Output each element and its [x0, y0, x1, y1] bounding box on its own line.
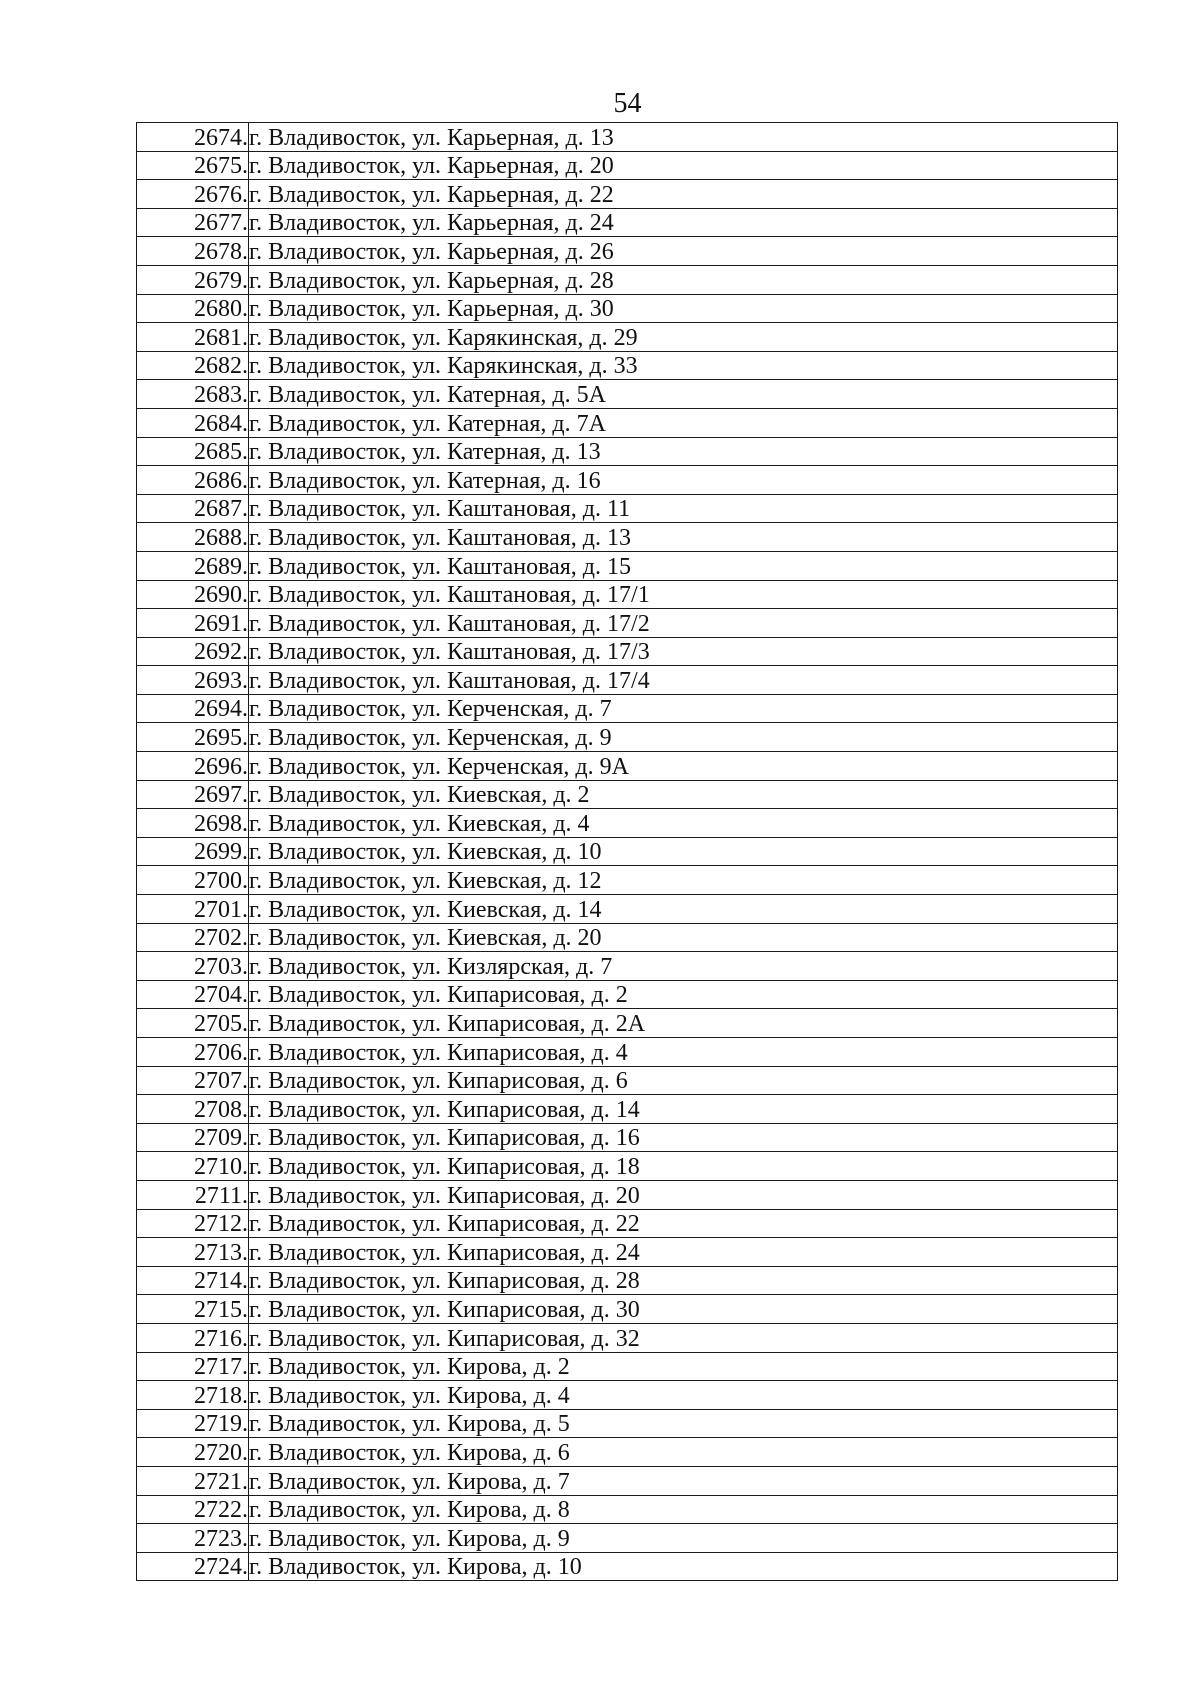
address-table	[136, 122, 1118, 1581]
row-number: 2679.	[137, 265, 249, 294]
row-address: г. Владивосток, ул. Кирова, д. 5	[249, 1409, 1118, 1438]
row-address: г. Владивосток, ул. Кипарисовая, д. 30	[249, 1295, 1118, 1324]
row-address: г. Владивосток, ул. Каштановая, д. 17/3	[249, 637, 1118, 666]
row-number: 2702.	[137, 923, 249, 952]
row-number: 2693.	[137, 666, 249, 695]
row-number: 2681.	[137, 323, 249, 352]
row-address: г. Владивосток, ул. Карьерная, д. 13	[249, 123, 1118, 152]
table-row	[137, 1409, 1118, 1438]
table-row	[137, 837, 1118, 866]
row-number: 2682.	[137, 351, 249, 380]
row-address: г. Владивосток, ул. Каштановая, д. 17/4	[249, 666, 1118, 695]
table-row	[137, 895, 1118, 924]
row-number: 2710.	[137, 1152, 249, 1181]
table-row	[137, 323, 1118, 352]
row-address: г. Владивосток, ул. Керченская, д. 9	[249, 723, 1118, 752]
row-number: 2694.	[137, 694, 249, 723]
row-address: г. Владивосток, ул. Кипарисовая, д. 6	[249, 1066, 1118, 1095]
row-number: 2685.	[137, 437, 249, 466]
row-number: 2719.	[137, 1409, 249, 1438]
row-number: 2701.	[137, 895, 249, 924]
row-address: г. Владивосток, ул. Кирова, д. 2	[249, 1352, 1118, 1381]
table-row	[137, 923, 1118, 952]
table-row	[137, 437, 1118, 466]
table-row	[137, 1352, 1118, 1381]
row-address: г. Владивосток, ул. Киевская, д. 2	[249, 780, 1118, 809]
row-address: г. Владивосток, ул. Катерная, д. 7А	[249, 408, 1118, 437]
row-address: г. Владивосток, ул. Каштановая, д. 11	[249, 494, 1118, 523]
row-number: 2688.	[137, 523, 249, 552]
row-address: г. Владивосток, ул. Киевская, д. 12	[249, 866, 1118, 895]
row-number: 2676.	[137, 180, 249, 209]
row-address: г. Владивосток, ул. Карьерная, д. 22	[249, 180, 1118, 209]
row-address: г. Владивосток, ул. Катерная, д. 13	[249, 437, 1118, 466]
row-number: 2712.	[137, 1209, 249, 1238]
row-address: г. Владивосток, ул. Киевская, д. 10	[249, 837, 1118, 866]
row-number: 2698.	[137, 809, 249, 838]
table-row	[137, 208, 1118, 237]
row-address: г. Владивосток, ул. Кирова, д. 8	[249, 1495, 1118, 1524]
row-address: г. Владивосток, ул. Каштановая, д. 15	[249, 551, 1118, 580]
table-row	[137, 1552, 1118, 1581]
table-row	[137, 866, 1118, 895]
table-row	[137, 1466, 1118, 1495]
table-row	[137, 694, 1118, 723]
row-number: 2720.	[137, 1438, 249, 1467]
row-number: 2678.	[137, 237, 249, 266]
table-row	[137, 151, 1118, 180]
table-row	[137, 294, 1118, 323]
row-address: г. Владивосток, ул. Карьерная, д. 26	[249, 237, 1118, 266]
row-number: 2703.	[137, 952, 249, 981]
row-address: г. Владивосток, ул. Кирова, д. 7	[249, 1466, 1118, 1495]
row-address: г. Владивосток, ул. Карьерная, д. 24	[249, 208, 1118, 237]
row-number: 2721.	[137, 1466, 249, 1495]
table-row	[137, 952, 1118, 981]
table-row	[137, 980, 1118, 1009]
row-address: г. Владивосток, ул. Каштановая, д. 17/1	[249, 580, 1118, 609]
row-address: г. Владивосток, ул. Киевская, д. 4	[249, 809, 1118, 838]
row-address: г. Владивосток, ул. Кирова, д. 4	[249, 1381, 1118, 1410]
row-number: 2724.	[137, 1552, 249, 1581]
row-number: 2692.	[137, 637, 249, 666]
table-row	[137, 523, 1118, 552]
row-number: 2715.	[137, 1295, 249, 1324]
row-number: 2704.	[137, 980, 249, 1009]
row-address: г. Владивосток, ул. Кипарисовая, д. 22	[249, 1209, 1118, 1238]
table-row	[137, 466, 1118, 495]
row-number: 2706.	[137, 1038, 249, 1067]
row-number: 2711.	[137, 1180, 249, 1209]
table-row	[137, 123, 1118, 152]
table-row	[137, 1495, 1118, 1524]
row-number: 2699.	[137, 837, 249, 866]
row-number: 2696.	[137, 752, 249, 781]
row-number: 2690.	[137, 580, 249, 609]
row-number: 2687.	[137, 494, 249, 523]
row-number: 2705.	[137, 1009, 249, 1038]
row-number: 2686.	[137, 466, 249, 495]
row-number: 2714.	[137, 1266, 249, 1295]
row-address: г. Владивосток, ул. Карьерная, д. 20	[249, 151, 1118, 180]
row-number: 2691.	[137, 609, 249, 638]
table-row	[137, 1038, 1118, 1067]
row-number: 2722.	[137, 1495, 249, 1524]
table-row	[137, 1524, 1118, 1553]
table-row	[137, 1209, 1118, 1238]
table-row	[137, 1009, 1118, 1038]
table-row	[137, 1180, 1118, 1209]
row-address: г. Владивосток, ул. Катерная, д. 5А	[249, 380, 1118, 409]
row-address: г. Владивосток, ул. Керченская, д. 9А	[249, 752, 1118, 781]
row-number: 2695.	[137, 723, 249, 752]
row-address: г. Владивосток, ул. Кипарисовая, д. 24	[249, 1238, 1118, 1267]
row-address: г. Владивосток, ул. Каштановая, д. 17/2	[249, 609, 1118, 638]
row-address: г. Владивосток, ул. Кипарисовая, д. 16	[249, 1123, 1118, 1152]
table-row	[137, 494, 1118, 523]
row-number: 2707.	[137, 1066, 249, 1095]
row-address: г. Владивосток, ул. Керченская, д. 7	[249, 694, 1118, 723]
row-address: г. Владивосток, ул. Каштановая, д. 13	[249, 523, 1118, 552]
table-row	[137, 1295, 1118, 1324]
row-address: г. Владивосток, ул. Кирова, д. 10	[249, 1552, 1118, 1581]
row-number: 2716.	[137, 1323, 249, 1352]
table-row	[137, 1095, 1118, 1124]
row-number: 2675.	[137, 151, 249, 180]
table-row	[137, 752, 1118, 781]
row-address: г. Владивосток, ул. Карякинская, д. 29	[249, 323, 1118, 352]
table-row	[137, 1238, 1118, 1267]
row-address: г. Владивосток, ул. Кипарисовая, д. 2А	[249, 1009, 1118, 1038]
table-row	[137, 551, 1118, 580]
table-row	[137, 265, 1118, 294]
row-address: г. Владивосток, ул. Кирова, д. 9	[249, 1524, 1118, 1553]
row-address: г. Владивосток, ул. Кипарисовая, д. 14	[249, 1095, 1118, 1124]
row-number: 2709.	[137, 1123, 249, 1152]
row-address: г. Владивосток, ул. Кипарисовая, д. 18	[249, 1152, 1118, 1181]
row-number: 2680.	[137, 294, 249, 323]
row-number: 2677.	[137, 208, 249, 237]
table-row	[137, 1266, 1118, 1295]
row-number: 2717.	[137, 1352, 249, 1381]
row-address: г. Владивосток, ул. Киевская, д. 14	[249, 895, 1118, 924]
row-number: 2723.	[137, 1524, 249, 1553]
table-row	[137, 809, 1118, 838]
table-row	[137, 1438, 1118, 1467]
page-number: 54	[613, 88, 642, 119]
table-row	[137, 408, 1118, 437]
row-number: 2689.	[137, 551, 249, 580]
row-address: г. Владивосток, ул. Кирова, д. 6	[249, 1438, 1118, 1467]
row-number: 2674.	[137, 123, 249, 152]
row-address: г. Владивосток, ул. Карьерная, д. 30	[249, 294, 1118, 323]
row-address: г. Владивосток, ул. Кизлярская, д. 7	[249, 952, 1118, 981]
row-address: г. Владивосток, ул. Кипарисовая, д. 28	[249, 1266, 1118, 1295]
row-number: 2718.	[137, 1381, 249, 1410]
row-number: 2683.	[137, 380, 249, 409]
row-number: 2684.	[137, 408, 249, 437]
row-address: г. Владивосток, ул. Киевская, д. 20	[249, 923, 1118, 952]
table-row	[137, 637, 1118, 666]
table-row	[137, 666, 1118, 695]
table-row	[137, 723, 1118, 752]
address-table-body	[137, 123, 1118, 1581]
table-row	[137, 1066, 1118, 1095]
table-row	[137, 180, 1118, 209]
table-row	[137, 380, 1118, 409]
table-row	[137, 580, 1118, 609]
row-number: 2713.	[137, 1238, 249, 1267]
table-row	[137, 237, 1118, 266]
row-number: 2700.	[137, 866, 249, 895]
table-row	[137, 1152, 1118, 1181]
row-address: г. Владивосток, ул. Карякинская, д. 33	[249, 351, 1118, 380]
row-address: г. Владивосток, ул. Кипарисовая, д. 4	[249, 1038, 1118, 1067]
row-address: г. Владивосток, ул. Кипарисовая, д. 2	[249, 980, 1118, 1009]
row-address: г. Владивосток, ул. Катерная, д. 16	[249, 466, 1118, 495]
row-address: г. Владивосток, ул. Карьерная, д. 28	[249, 265, 1118, 294]
table-row	[137, 351, 1118, 380]
table-row	[137, 1123, 1118, 1152]
table-row	[137, 609, 1118, 638]
row-number: 2708.	[137, 1095, 249, 1124]
table-row	[137, 780, 1118, 809]
table-row	[137, 1323, 1118, 1352]
row-address: г. Владивосток, ул. Кипарисовая, д. 20	[249, 1180, 1118, 1209]
row-address: г. Владивосток, ул. Кипарисовая, д. 32	[249, 1323, 1118, 1352]
row-number: 2697.	[137, 780, 249, 809]
table-row	[137, 1381, 1118, 1410]
